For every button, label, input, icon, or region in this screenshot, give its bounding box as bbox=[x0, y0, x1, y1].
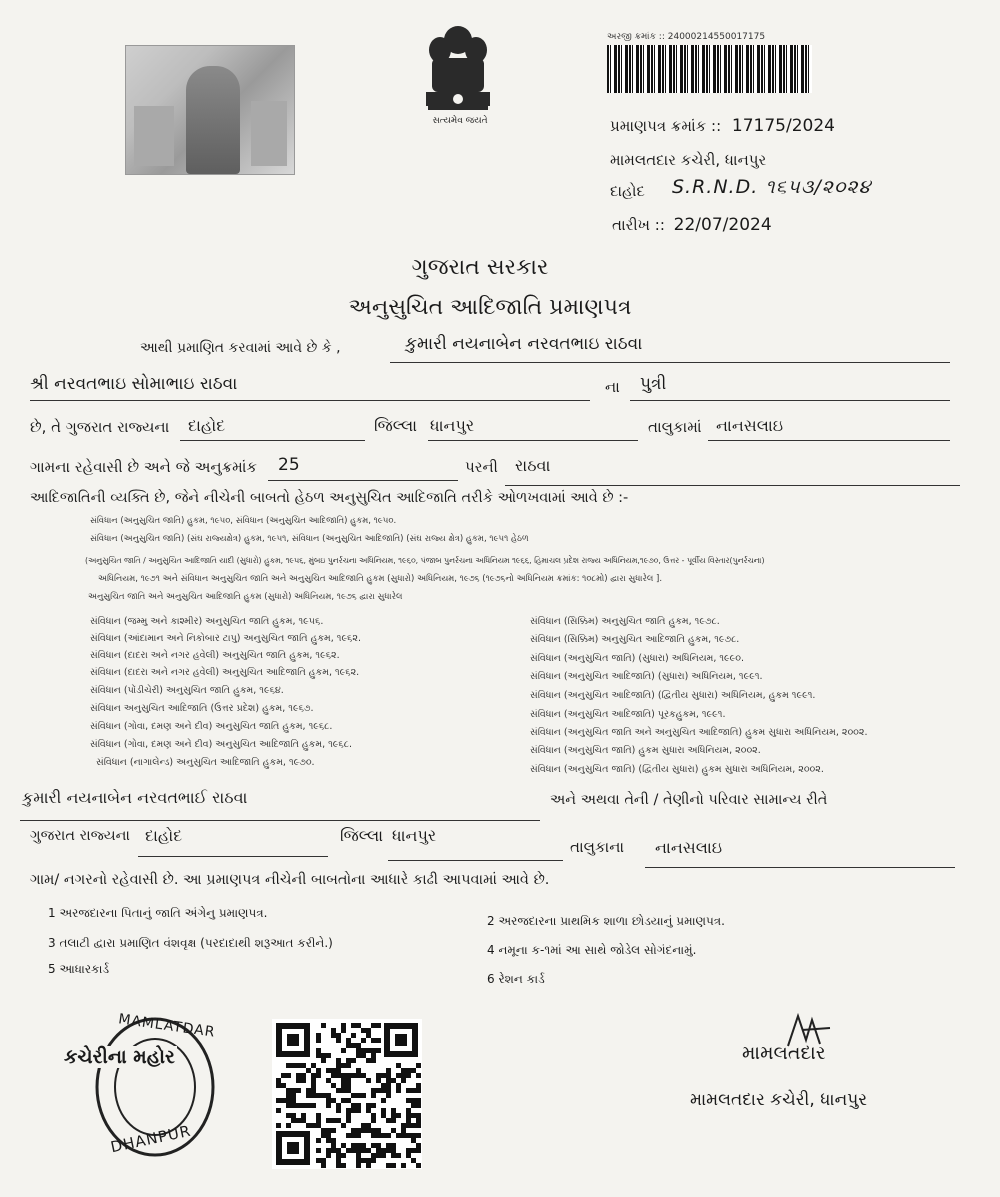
order-line: અનુસુચિત જાતિ અને અનુસુચિત આદિજાતિ હુકમ (સુધારો) અધિનિયમ, ૧૯૭૬ દ્વારા સુધારેલ bbox=[88, 592, 403, 602]
barcode bbox=[607, 45, 812, 93]
tribe-statement: આદિજાતિની વ્યક્તિ છે, જેને નીચેની બાબતો હેઠળ અનુસુચિત આદિજાતિ તરીકે ઓળખવામાં આવે છે :- bbox=[30, 490, 629, 506]
village-value-2: નાનસલાઇ bbox=[655, 838, 723, 857]
signatory-office: મામલતદાર કચેરી, ધાનપુર bbox=[690, 1090, 868, 1110]
applicant-photo bbox=[125, 45, 295, 175]
father-name: શ્રી નરવતભાઇ સોમાભાઇ રાઠવા bbox=[30, 374, 238, 394]
date-label: તારીખ :: bbox=[612, 216, 665, 234]
document-item: 4 નમૂના ક-૧માં આ સાથે જોડેલ સોગંદનામું. bbox=[487, 943, 697, 957]
order-left: સંવિધાન (દાદરા અને નગર હવેલી) અનુસુચિત જાતિ હુકમ, ૧૯૬૨. bbox=[90, 650, 340, 661]
order-line: સંવિધાન (અનુસુચિત જાતિ) (સંઘ રાજ્યક્ષેત્ર) હુકમ, ૧૯૫૧, સંવિધાન (અનુસુચિત આદિજાતિ) (સંઘ રાજ્ય ક્ષેત્ર) હુકમ, ૧૯૫૧ હેઠળ bbox=[90, 534, 529, 544]
family-statement: અને અથવા તેની / તેણીનો પરિવાર સામાન્ય રીતે bbox=[550, 792, 828, 808]
barcode-label: અરજી ક્રમાંક :: 24000214550017175 bbox=[607, 32, 766, 42]
handwritten-reference: S.R.N.D. ૧૬૫૩/૨૦૨૪ bbox=[672, 176, 872, 198]
resident-prefix: ગામના રહેવાસી છે અને જે અનુક્રમાંક bbox=[30, 458, 258, 476]
order-right: સંવિધાન (અનુસુચિત જાતિ) હુકમ સુધારા અધિનિયમ, ૨૦૦૨. bbox=[530, 745, 761, 756]
order-left: સંવિધાન (ગોવા, દમણ અને દીવ) અનુસુચિત જાતિ હુકમ, ૧૯૬૮. bbox=[90, 721, 333, 732]
government-title: ગુજરાત સરકાર bbox=[411, 255, 549, 280]
tribe-value: રાઠવા bbox=[515, 456, 551, 475]
taluka-value: ધાનપુર bbox=[430, 416, 475, 435]
certify-prefix: આથી પ્રમાણિત કરવામાં આવે છે કે , bbox=[140, 340, 341, 356]
cert-number-row bbox=[610, 116, 835, 136]
applicant-name-repeat: કુમારી નયનાબેન નરવતભાઈ રાઠવા bbox=[22, 788, 248, 807]
order-right: સંવિધાન (અનુસુચિત જાતિ) (સુધારા) અધિનિયમ, ૧૯૯૦. bbox=[530, 653, 745, 664]
document-item: 2 અરજદારના પ્રાથમિક શાળા છોડયાનું પ્રમાણપત્ર. bbox=[487, 914, 725, 928]
certificate-title: અનુસુચિત આદિજાતિ પ્રમાણપત્ર bbox=[348, 295, 632, 320]
order-left: સંવિધાન (નાગાલેન્ડ) અનુસુચિત આદિજાતિ હુકમ, ૧૯૭૦. bbox=[96, 757, 315, 768]
order-left: સંવિધાન (જમ્મુ અને કાશ્મીર) અનુસુચિત જાતિ હુકમ, ૧૯૫૬. bbox=[90, 616, 324, 627]
relation-prefix: ના bbox=[605, 378, 620, 396]
para-label: પરની bbox=[465, 458, 498, 476]
order-left: સંવિધાન (ગોવા, દમણ અને દીવ) અનુસુચિત આદિજાતિ હુકમ, ૧૯૬૮. bbox=[90, 739, 352, 750]
applicant-name: કુમારી નયનાબેન નરવતભાઇ રાઠવા bbox=[405, 334, 643, 354]
taluka-label: તાલુકામાં bbox=[648, 418, 702, 436]
district-label-2: જિલ્લા bbox=[340, 826, 384, 845]
basis-statement: ગામ/ નગરનો રહેવાસી છે. આ પ્રમાણપત્ર નીચેની બાબતોના આધારે કાઢી આપવામાં આવે છે. bbox=[30, 872, 550, 888]
seal-text-middle: કચેરીના મહોર bbox=[64, 1046, 175, 1068]
seal-text-bottom: DHANPUR bbox=[109, 1121, 193, 1157]
order-right: સંવિધાન (અનુસુચિત આદિજાતિ) (સુધારા) અધિનિયમ, ૧૯૯૧. bbox=[530, 671, 763, 682]
signatory-title: મામલતદાર bbox=[742, 1042, 826, 1064]
emblem-caption: સત્યમેવ જયતે bbox=[432, 116, 488, 126]
order-right: સંવિધાન (અનુસુચિત આદિજાતિ) (દ્વિતીય સુધારા) અધિનિયમ, હુકમ ૧૯૯૧. bbox=[530, 690, 816, 701]
date-value: 22/07/2024 bbox=[673, 215, 772, 235]
cert-number-label: પ્રમાણપત્ર ક્રમાંક :: bbox=[610, 117, 722, 135]
order-right: સંવિધાન (અનુસુચિત જાતિ અને અનુસુચિત આદિજાતિ) હુકમ સુધારા અધિનિયમ, ૨૦૦૨. bbox=[530, 727, 868, 738]
order-line: (અનુસુચિત જાતિ / અનુસુચિત આદિજાતિ યાદી (સુધારો) હુકમ, ૧૯૫૬, મુંબઇ પુનર્રચના અધિનિયમ, ૧૯૬૦, પંજાબ પુનર્રચના અધિનિયમ ૧૯૬૬, હિમાચલ પ્રદેશ રાજ્ય અધિનિયમ,૧૯૭૦, ઉત્તર - પૂર્વીય વિસ્તાર(પુનર્રચના) bbox=[85, 556, 765, 565]
district-label: જિલ્લા bbox=[374, 416, 418, 435]
order-right: સંવિધાન (સિક્કિમ) અનુસુચિત જાતિ હુકમ, ૧૯૭૮. bbox=[530, 616, 720, 627]
cert-number-value: 17175/2024 bbox=[731, 116, 835, 136]
serial-number: 25 bbox=[278, 455, 300, 475]
village-value: નાનસલાઇ bbox=[716, 416, 784, 435]
order-right: સંવિધાન (અનુસુચિત જાતિ) (દ્વિતીય સુધારા) હુકમ સુધારા અધિનિયમ, ૨૦૦૨. bbox=[530, 764, 824, 775]
state-prefix-2: ગુજરાત રાજ્યના bbox=[30, 828, 130, 844]
order-left: સંવિધાન (દાદરા અને નગર હવેલી) અનુસુચિત આદિજાતિ હુકમ, ૧૯૬૨. bbox=[90, 667, 360, 678]
order-left: સંવિધાન અનુસુચિત આદિજાતિ (ઉત્તર પ્રદેશ) હુકમ, ૧૯૬૭. bbox=[90, 703, 314, 714]
document-item: 6 રેશન કાર્ડ bbox=[487, 972, 545, 986]
district-value: દાહોદ bbox=[188, 416, 226, 435]
order-line: અધિનિયમ, ૧૯૭૧ અને સંવિધાન અનુસુચિત જાતિ અને અનુસુચિત આદિજાતિ હુકમ (સુધારો) અધિનિયમ, ૧૯૭૬ (૧૯૭૬નો અધિનિયમ ક્રમાંક: ૧૦૮મો) દ્વારા સુધારેલ ]. bbox=[98, 574, 663, 584]
document-item: 1 અરજદારના પિતાનું જાતિ અંગેનુ પ્રમાણપત્ર. bbox=[48, 906, 268, 920]
order-right: સંવિધાન (સિક્કિમ) અનુસુચિત આદિજાતિ હુકમ, ૧૯૭૮. bbox=[530, 634, 740, 645]
office-name: મામલતદાર કચેરી, ધાનપુર bbox=[610, 151, 767, 169]
taluka-value-2: ધાનપુર bbox=[392, 826, 437, 845]
state-prefix: છે, તે ગુજરાત રાજ્યના bbox=[30, 418, 170, 436]
order-line: સંવિધાન (અનુસુચિત જાતિ) હુકમ, ૧૯૫૦, સંવિધાન (અનુસુચિત આદિજાતિ) હુકમ, ૧૯૫૦. bbox=[90, 516, 397, 526]
header-district: દાહોદ bbox=[610, 182, 645, 200]
order-left: સંવિધાન (પોંડીચેરી) અનુસુચિત જાતિ હુકમ, ૧૯૬૪. bbox=[90, 685, 284, 696]
qr-code bbox=[272, 1019, 422, 1169]
district-value-2: દાહોદ bbox=[145, 826, 183, 845]
seal-text-top: MAMLATDAR bbox=[117, 1011, 217, 1041]
date-row bbox=[612, 215, 772, 235]
document-item: 3 તલાટી દ્વારા પ્રમાણિત વંશવૃક્ષ (પરદાદાથી શરૂઆત કરીને.) bbox=[48, 936, 333, 950]
order-right: સંવિધાન (અનુસુચિત આદિજાતિ) પૂરકહુકમ, ૧૯૯૧. bbox=[530, 709, 726, 720]
relation-value: પુત્રી bbox=[640, 374, 667, 394]
document-item: 5 આધારકાર્ડ bbox=[48, 962, 110, 976]
taluka-label-2: તાલુકાના bbox=[570, 838, 625, 856]
order-left: સંવિધાન (આંદામાન અને નિકોબાર ટાપુ) અનુસુચિત જાતિ હુકમ, ૧૯૬૨. bbox=[90, 633, 361, 644]
